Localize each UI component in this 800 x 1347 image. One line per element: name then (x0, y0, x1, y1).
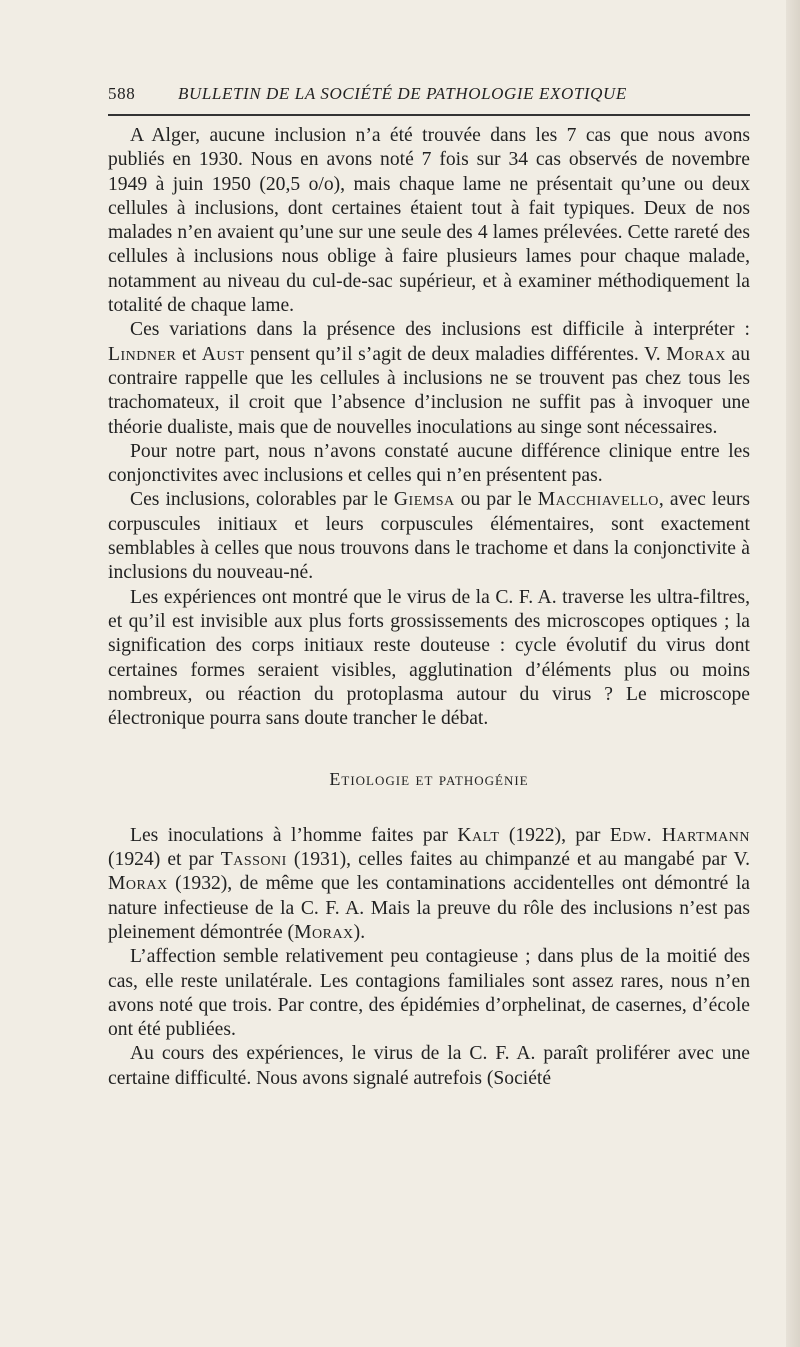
text-run: Les inoculations à l’homme faites par (130, 824, 458, 846)
header-rule (108, 114, 750, 116)
paragraph-4 (108, 488, 750, 585)
paragraph-5: Les expériences ont montré que le virus de la C. F. A. traverse les ultra-filtres, et qu’il est invisible aux plus forts grossissements des microscopes optiques ; la signification des corps initiaux reste douteuse : cycle évolutif du virus dont certaines formes seraient visibles, agglutination d’éléments plus ou moins nombreux, ou réaction du protoplasma autour du virus ? Le microscope électronique pourra sans doute trancher le débat. (108, 586, 750, 730)
stain-name: Giemsa (393, 489, 455, 511)
author-name: Lindner (108, 343, 177, 365)
paragraph-7: L’affection semble relativement peu contagieuse ; dans plus de la moitié des cas, elle reste unilatérale. Les contagions familiales sont assez rares, nous n’en avons noté que trois. Par contre, des épidémies d’orphelinat, de casernes, d’école ont été publiées. (108, 946, 750, 1041)
text-run: au contraire rappelle que les cellules à inclusions ne se trouvent pas chez tous les trachomateux, il croit que l’absence d’inclusion ne suffit pas à invoquer une théorie dualiste, mais que de nouvelles inoculations au singe sont nécessaires. (108, 343, 750, 438)
text-run: (1932), de même que les contaminations accidentelles ont démontré la nature infectieuse de la C. F. A. Mais la preuve du rôle des inclusions n’est pas pleinement démontrée ( (108, 873, 750, 943)
text-run: ). (353, 921, 366, 943)
paragraph-8: Au cours des expériences, le virus de la C. F. A. paraît proliférer avec une certaine difficulté. Nous avons signalé autrefois (Société (108, 1043, 750, 1089)
page-edge-shadow (786, 0, 800, 1347)
text-run: pensent qu’il s’agit de deux maladies différentes. V. (244, 343, 667, 365)
author-name: Morax (294, 921, 354, 943)
section-heading: Etiologie et pathogénie (329, 769, 529, 790)
text-run: , avec leurs corpuscules initiaux et leurs corpuscules élémentaires, sont exactement semblables à celles que nous trouvons dans le trachome et dans la conjonctivite à inclusions du nouveau-né. (108, 489, 750, 584)
page-number: 588 (108, 84, 136, 103)
stain-name: Macchiavello (537, 489, 659, 511)
paragraph-6 (108, 824, 750, 945)
paragraph-3: Pour notre part, nous n’avons constaté aucune différence clinique entre les conjonctivites avec inclusions et celles qui n’en présentent pas. (108, 440, 750, 487)
author-name: Tassoni (220, 849, 287, 871)
article-body (108, 124, 750, 1091)
author-name: Aust (201, 343, 245, 365)
author-name: Kalt (457, 824, 500, 846)
text-run: ou par le (454, 489, 538, 511)
text-run: et (176, 343, 202, 365)
author-name: Edw. Hartmann (609, 824, 750, 846)
paragraph-1: A Alger, aucune inclusion n’a été trouvée dans les 7 cas que nous avons publiés en 1930. Nous en avons noté 7 fois sur 34 cas observés de novembre 1949 à juin 1950 (20,5 o/o), mais chaque lame ne présentait qu’une ou deux cellules à inclusions, dont certaines étaient tout à fait typiques. Deux de nos malades n’en avaient qu’une sur une seule des 4 lames prélevées. Cette rareté des cellules à inclusions nous oblige à faire plusieurs lames pour chaque malade, notamment au niveau du cul-de-sac supérieur, et à examiner méthodiquement la totalité de chaque lame. (108, 125, 750, 317)
text-run: (1922), par (499, 824, 610, 846)
text-run: (1931), celles faites au chimpanzé et au mangabé par V. (286, 849, 750, 871)
paragraph-2 (108, 318, 750, 439)
running-title: BULLETIN DE LA SOCIÉTÉ DE PATHOLOGIE EXOTIQUE (178, 84, 627, 103)
text-run: (1924) et par (108, 849, 221, 871)
author-name: Morax (666, 343, 726, 365)
author-name: Morax (108, 873, 168, 895)
text-run: Ces inclusions, colorables par le (130, 489, 394, 511)
text-run: Ces variations dans la présence des inclusions est difficile à interpréter : (130, 319, 750, 341)
